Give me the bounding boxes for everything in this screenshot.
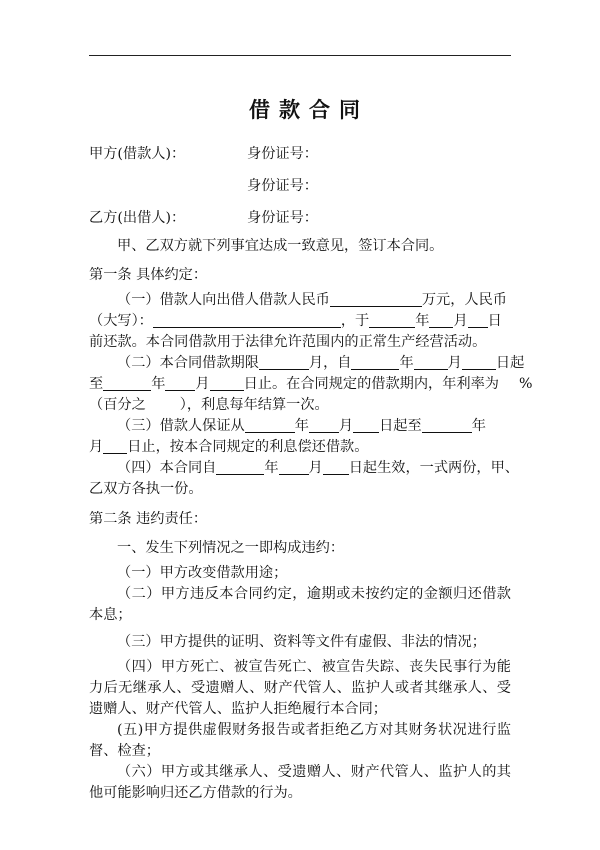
month-blank[interactable] — [279, 458, 309, 475]
clause-text: 日起 — [495, 355, 525, 371]
day-blank[interactable] — [468, 311, 488, 328]
month-blank[interactable] — [414, 353, 448, 370]
clause-text: 年 — [415, 313, 430, 329]
top-rule — [89, 55, 511, 56]
day-blank[interactable] — [323, 458, 349, 475]
clause-3-line-1 — [117, 416, 486, 436]
clause-text: % — [519, 376, 533, 392]
breach-item: (五)甲方提供虚假财务报告或者拒绝乙方对其财务状况进行监督、检查； — [89, 722, 511, 759]
clause-text: （一）借款人向出借人借款人民币 — [117, 292, 330, 308]
breach-item: （六）甲方或其继承人、受遗赠人、财产代管人、监护人的其他可能影响归还乙方借款的行为。 — [89, 764, 511, 801]
clause-text: 日 — [487, 313, 502, 329]
amount-blank[interactable] — [330, 290, 422, 307]
clause-1-line-1 — [117, 290, 507, 310]
day-blank[interactable] — [353, 416, 379, 433]
clause-1-line-3: 前还款。本合同借款用于法律允许范围内的正常生产经营活动。 — [89, 334, 487, 350]
clause-1-line-2 — [89, 311, 502, 331]
clause-text: 月 — [89, 439, 104, 455]
clause-2-line-2 — [89, 374, 532, 394]
day-blank[interactable] — [210, 374, 244, 391]
year-blank[interactable] — [216, 458, 264, 475]
clause-text: 日起至 — [379, 418, 422, 434]
clause-2-line-1 — [117, 353, 524, 373]
clause-2-line-3 — [89, 395, 329, 415]
year-blank[interactable] — [351, 353, 399, 370]
term-months-blank[interactable] — [259, 353, 309, 370]
clause-text: （三）借款人保证从 — [117, 418, 245, 434]
month-blank[interactable] — [429, 311, 453, 328]
clause-text: 万元，人民币 — [421, 292, 507, 308]
article-2-heading: 第二条 违约责任： — [89, 511, 208, 527]
clause-text: ），利息每年结算一次。 — [179, 397, 329, 413]
clause-text: 月 — [447, 355, 462, 371]
party-a-label: 甲方(借款人)： — [89, 146, 186, 162]
clause-text: ，于 — [340, 313, 370, 329]
clause-text: 日止，按本合同规定的利息偿还借款。 — [127, 439, 369, 455]
breach-intro: 一、发生下列情况之一即构成违约： — [117, 540, 345, 556]
clause-4-line-1 — [117, 458, 519, 478]
clause-3-line-2 — [89, 437, 368, 457]
id-number-label: 身份证号： — [247, 146, 318, 162]
article-1-heading: 第一条 具体约定： — [89, 267, 208, 283]
month-blank[interactable] — [309, 416, 339, 433]
breach-item: （四）甲方死亡、被宣告死亡、被宣告失踪、丧失民事行为能力后无继承人、受遗赠人、财产代管人、监护人或者其继承人、受遗赠人、财产代管人、监护人拒绝履行本合同； — [89, 659, 511, 717]
year-blank[interactable] — [245, 416, 295, 433]
breach-item: （二）甲方违反本合同约定，逾期或未按约定的金额归还借款本息； — [89, 586, 511, 623]
clause-text: （百分之 — [89, 397, 146, 413]
party-b-label: 乙方(出借人)： — [89, 210, 186, 226]
clause-text: （大写）： — [89, 313, 153, 329]
clause-text: 日起生效，一式两份，甲、 — [348, 460, 519, 476]
month-blank[interactable] — [165, 374, 195, 391]
document-title: 借款合同 — [249, 97, 369, 122]
clause-text: 年 — [264, 460, 279, 476]
id-number-label: 身份证号： — [247, 178, 318, 194]
clause-text: 日止。在合同规定的借款期内，年利率为 — [243, 376, 499, 392]
clause-text: 年 — [471, 418, 486, 434]
clause-text: 年 — [399, 355, 414, 371]
clause-text: 月 — [308, 460, 323, 476]
year-blank[interactable] — [369, 311, 415, 328]
clause-text: 年 — [294, 418, 309, 434]
breach-item: （一）甲方改变借款用途； — [117, 565, 288, 581]
year-blank[interactable] — [103, 374, 151, 391]
id-number-label: 身份证号： — [247, 210, 318, 226]
clause-text: 月 — [195, 376, 210, 392]
clause-text: 至 — [89, 376, 104, 392]
day-blank[interactable] — [103, 437, 127, 454]
breach-list — [89, 546, 511, 804]
clause-4-line-2: 乙双方各执一份。 — [89, 481, 203, 497]
clause-text: 月 — [338, 418, 354, 434]
intro-sentence: 甲、乙双方就下列事宜达成一致意见，签订本合同。 — [117, 238, 444, 254]
year-blank[interactable] — [422, 416, 472, 433]
breach-item: （三）甲方提供的证明、资料等文件有虚假、非法的情况； — [117, 634, 486, 650]
clause-text: （二）本合同借款期限 — [117, 355, 259, 371]
clause-text: 月，自 — [308, 355, 352, 371]
clause-text: 年 — [151, 376, 166, 392]
clause-text: （四）本合同自 — [117, 460, 217, 476]
day-blank[interactable] — [462, 353, 496, 370]
amount-words-blank[interactable] — [153, 311, 341, 328]
clause-text: 月 — [453, 313, 468, 329]
